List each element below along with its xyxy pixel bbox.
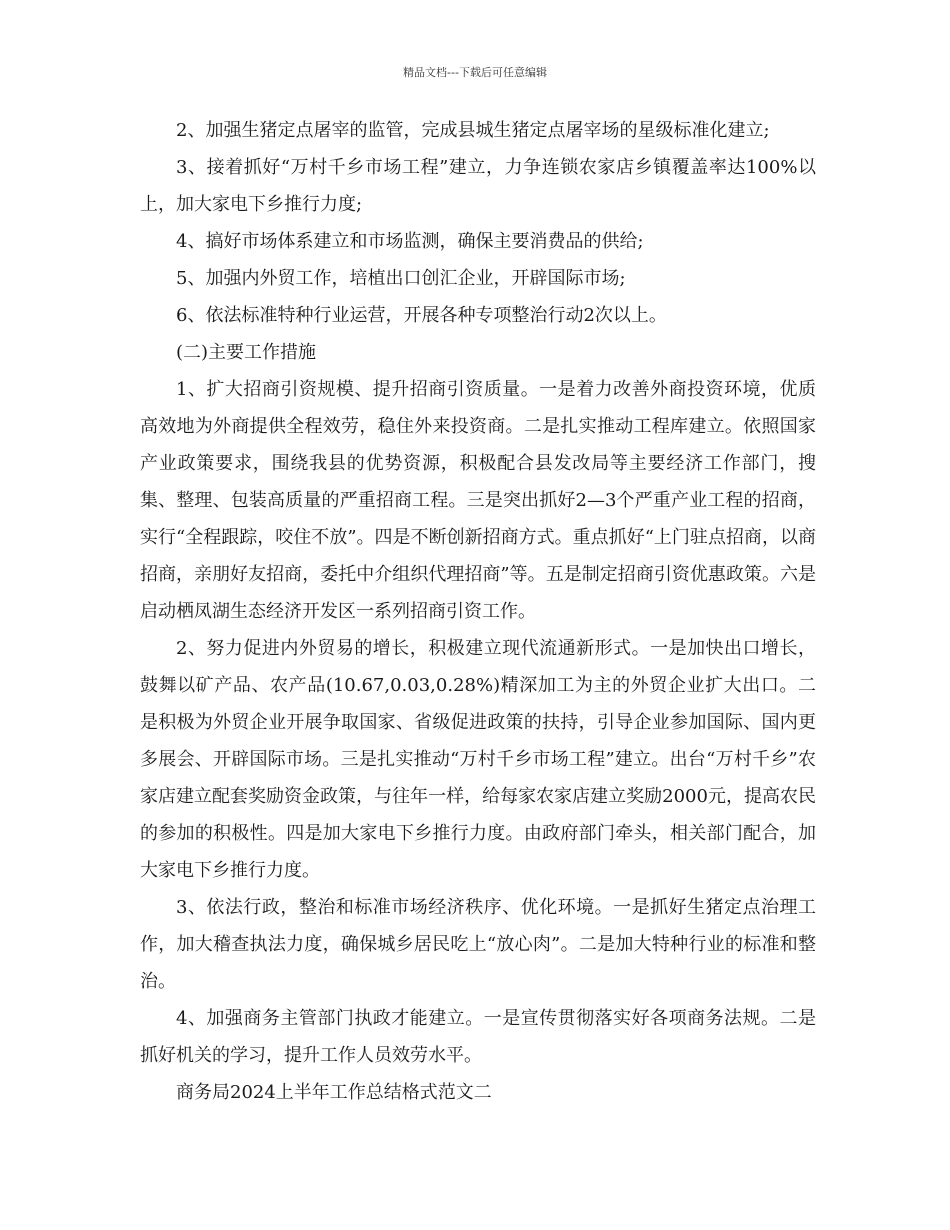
- paragraph: 2、努力促进内外贸易的增长，积极建立现代流通新形式。一是加快出口增长，鼓舞以矿产品、农产品(10.67,0.03,0.28%)精深加工为主的外贸企业扩大出口。二是积极为外贸企业开展争取国家、省级促进政策的扶持，引导企业参加国际、国内更多展会、开辟国际市场。三是扎实推动“万村千乡市场工程”建立。出台“万村千乡”农家店建立配套奖励资金政策，与往年一样，给每家农家店建立奖励2000元，提高农民的参加的积极性。四是加大家电下乡推行力度。由政府部门牵头，相关部门配合，加大家电下乡推行力度。: [140, 638, 816, 881]
- paragraph: 4、搞好市场体系建立和市场监测，确保主要消费品的供给;: [176, 231, 644, 252]
- paragraph: 3、接着抓好“万村千乡市场工程”建立，力争连锁农家店乡镇覆盖率达100%以上，加大家电下乡推行力度;: [140, 157, 816, 215]
- paragraph: 3、依法行政，整治和标准市场经济秩序、优化环境。一是抓好生猪定点治理工作，加大稽查执法力度，确保城乡居民吃上“放心肉”。二是加大特种行业的标准和整治。: [140, 897, 816, 992]
- document-title-next: 商务局2024上半年工作总结格式范文二: [176, 1082, 492, 1103]
- paragraph: 2、加强生猪定点屠宰的监管，完成县城生猪定点屠宰场的星级标准化建立;: [176, 120, 770, 141]
- paragraph: 4、加强商务主管部门执政才能建立。一是宣传贯彻落实好各项商务法规。二是抓好机关的学习，提升工作人员效劳水平。: [140, 1008, 816, 1066]
- page-header: 精品文档---下载后可任意编辑: [403, 66, 547, 79]
- section-heading: (二)主要工作措施: [176, 342, 317, 363]
- paragraph: 5、加强内外贸工作，培植出口创汇企业，开辟国际市场;: [176, 268, 626, 289]
- document-body: [140, 112, 816, 1111]
- paragraph: 6、依法标准特种行业运营，开展各种专项整治行动2次以上。: [176, 305, 667, 326]
- paragraph: 1、扩大招商引资规模、提升招商引资质量。一是着力改善外商投资环境，优质高效地为外商提供全程效劳，稳住外来投资商。二是扎实推动工程库建立。依照国家产业政策要求，围绕我县的优势资源，积极配合县发改局等主要经济工作部门，搜集、整理、包装高质量的严重招商工程。三是突出抓好2—3个严重产业工程的招商，实行“全程跟踪，咬住不放”。四是不断创新招商方式。重点抓好“上门驻点招商，以商招商，亲朋好友招商，委托中介组织代理招商”等。五是制定招商引资优惠政策。六是启动栖凤湖生态经济开发区一系列招商引资工作。: [140, 379, 816, 622]
